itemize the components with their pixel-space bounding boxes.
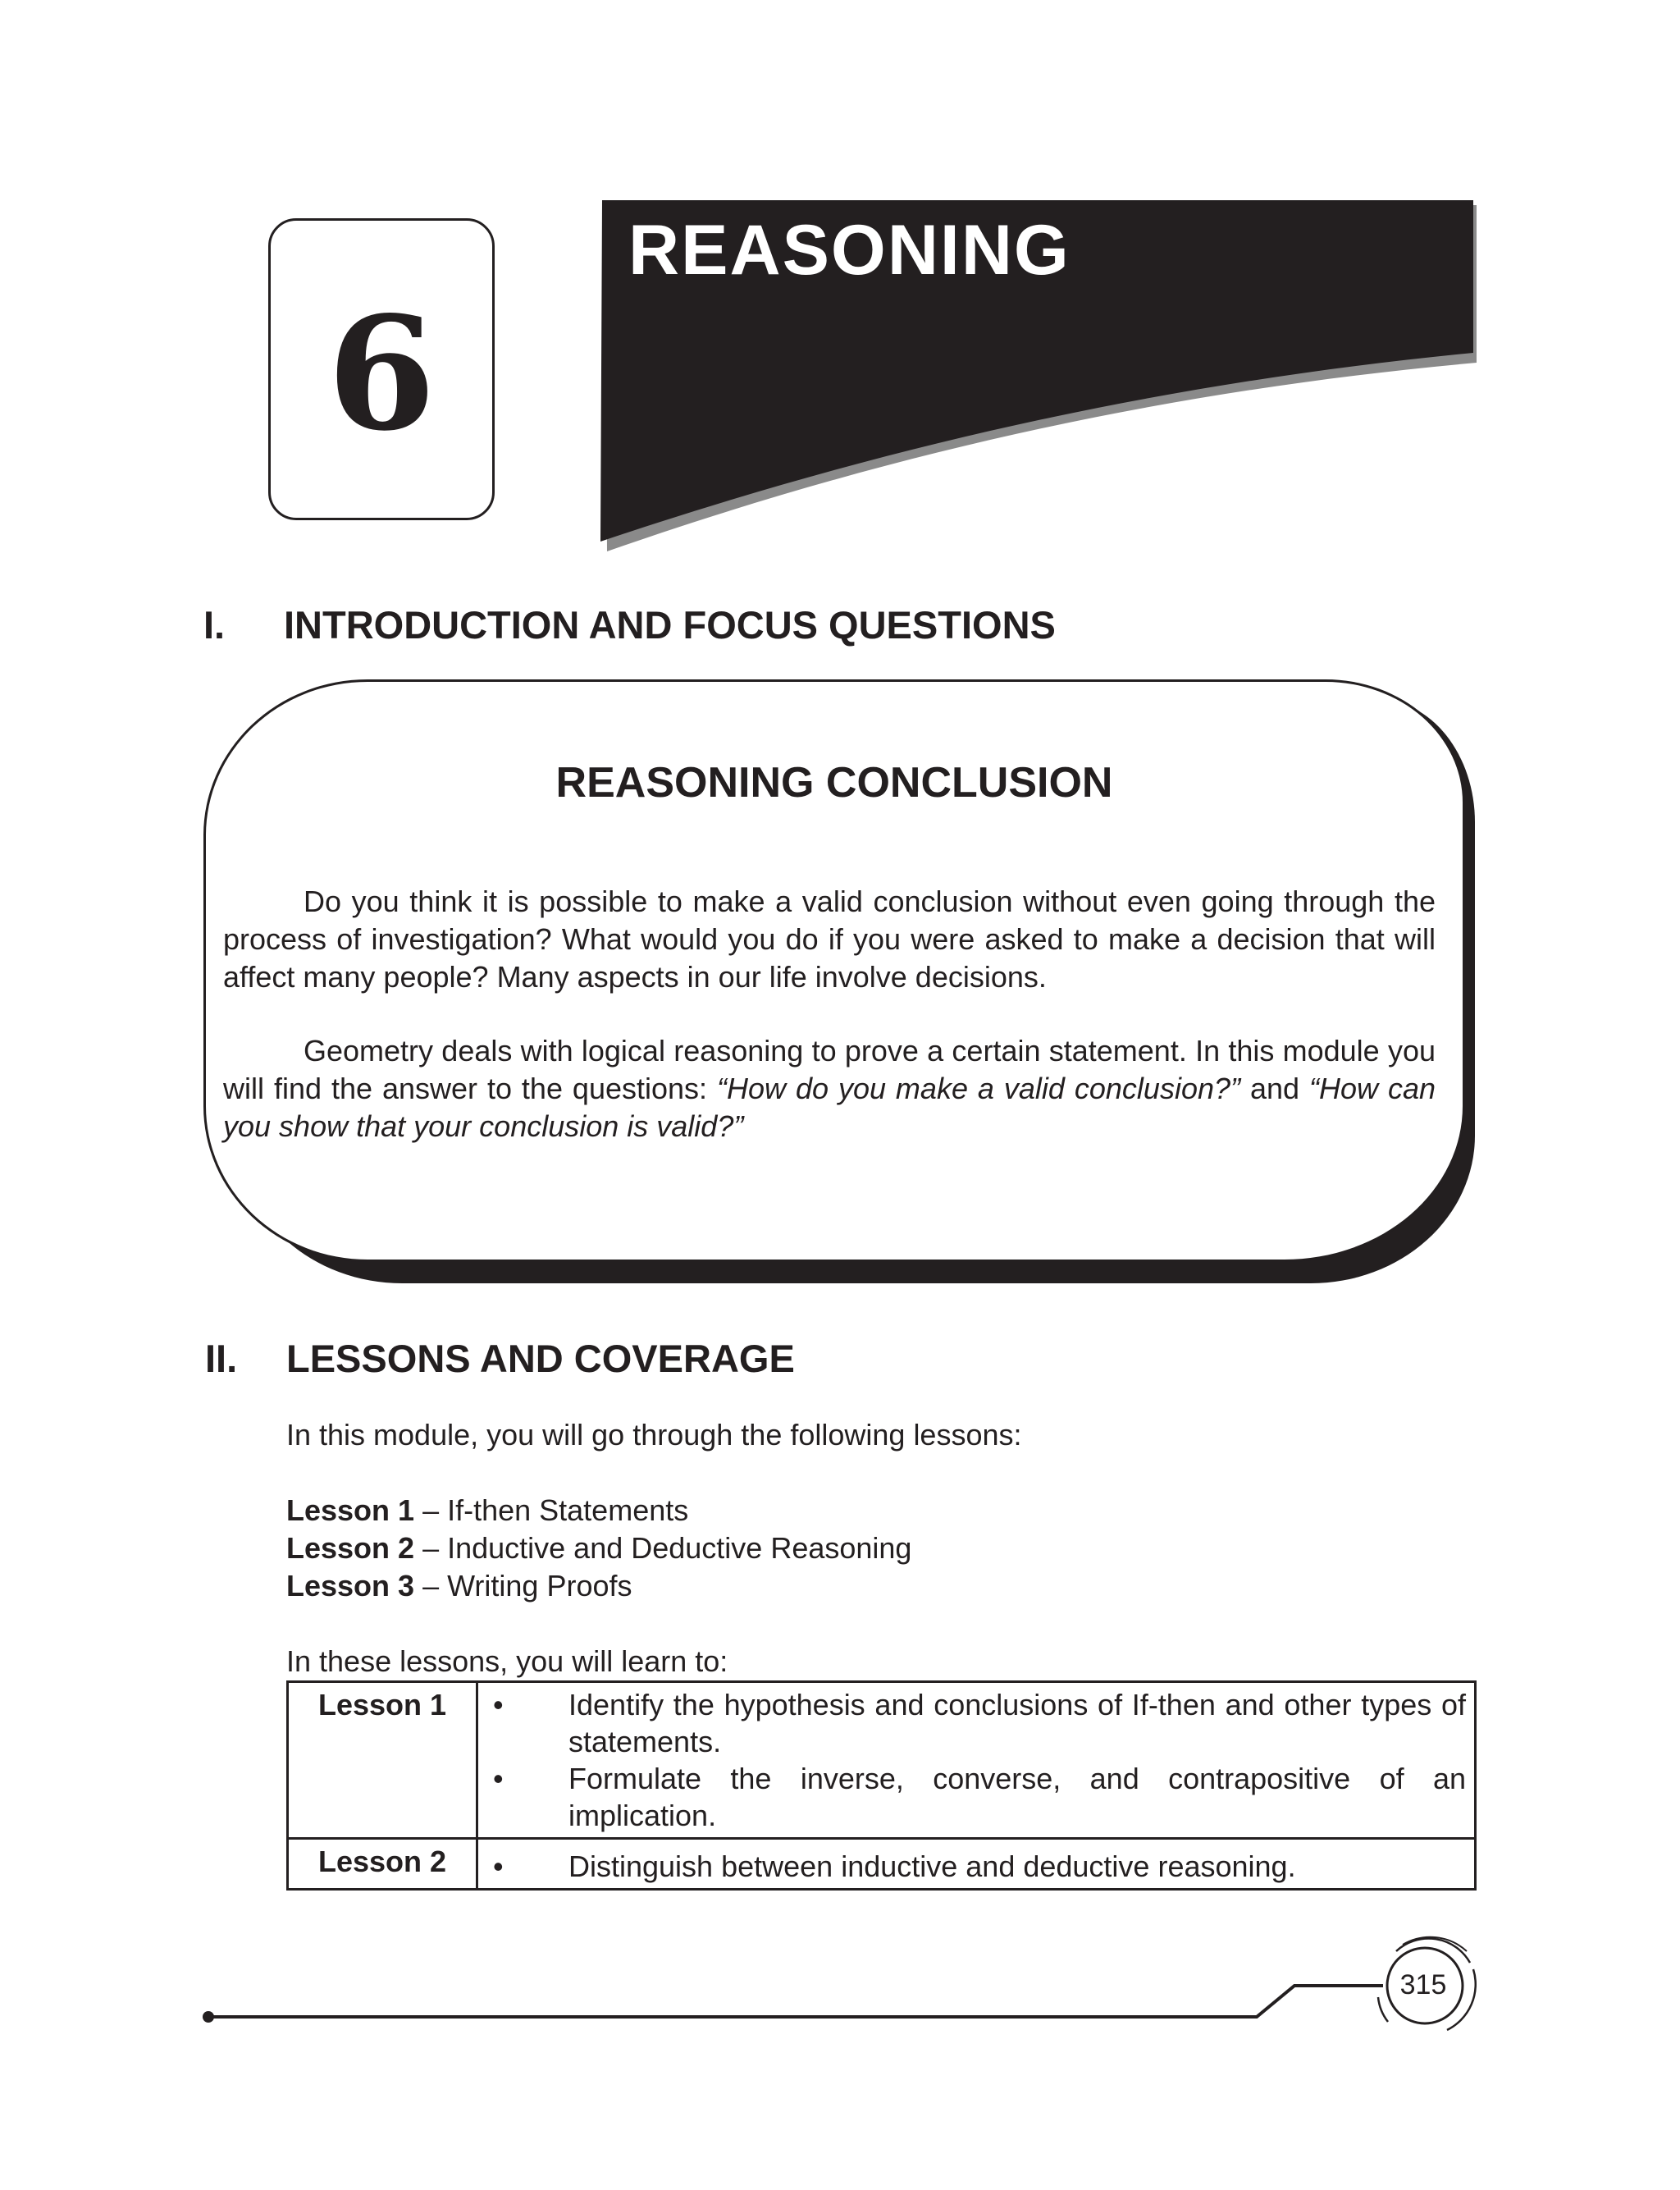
list-item (478, 1760, 1466, 1834)
section-title: LESSONS AND COVERAGE (286, 1337, 795, 1380)
focus-question-1: “How do you make a valid conclusion?” (716, 1072, 1240, 1105)
chapter-number-box (268, 218, 495, 520)
table-row (288, 1839, 1476, 1890)
intro-paragraph-2 (223, 1032, 1436, 1145)
section-title: INTRODUCTION AND FOCUS QUESTIONS (284, 603, 1056, 647)
objectives-table (286, 1680, 1477, 1891)
intro-paragraph-1-text: Do you think it is possible to make a valid conclusion without even going through the process of investigation? What would you do if you were asked to make a decision that will affect many people? Many aspects in our life involve decisions. (223, 885, 1436, 994)
objective-text: Identify the hypothesis and conclusions of If-then and other types of statements. (568, 1688, 1466, 1758)
intro-heading: REASONING CONCLUSION (555, 759, 1113, 807)
lesson-label: Lesson 1 (286, 1493, 415, 1527)
intro-paragraph-1 (223, 883, 1436, 996)
list-item (478, 1686, 1466, 1760)
lesson-title: – Inductive and Deductive Reasoning (414, 1531, 912, 1565)
chapter-number: 6 (326, 282, 436, 465)
objectives-cell (477, 1839, 1476, 1890)
objective-text: Distinguish between inductive and deductive reasoning. (568, 1849, 1296, 1883)
lesson-cell: Lesson 2 (288, 1839, 477, 1890)
bullet: • (493, 1688, 504, 1721)
lesson-title: – If-then Statements (414, 1493, 689, 1527)
bullet: • (493, 1849, 504, 1883)
lessons-intro-text: In this module, you will go through the following lessons: (286, 1418, 1022, 1452)
list-item (478, 1843, 1466, 1885)
lesson-cell: Lesson 1 (288, 1682, 477, 1839)
table-row (288, 1682, 1476, 1839)
section-number: II. (205, 1337, 238, 1380)
section-number: I. (203, 603, 226, 647)
learn-intro-text: In these lessons, you will learn to: (286, 1644, 728, 1678)
chapter-title: REASONING (628, 211, 1071, 290)
intro-paragraph-2-text: Geometry deals with logical reasoning to prove a certain statement. In this module you will find the answer to the questions: (223, 1034, 1436, 1105)
lesson-title: – Writing Proofs (414, 1569, 632, 1602)
lesson-item-2 (286, 1529, 911, 1567)
focus-question-2: “How can you show that your conclusion is valid?” (223, 1072, 1436, 1143)
intro-connector: and (1240, 1072, 1309, 1105)
footer-line (197, 1927, 1493, 2033)
lesson-item-1 (286, 1492, 688, 1529)
lesson-label: Lesson 3 (286, 1569, 415, 1602)
objectives-cell (477, 1682, 1476, 1839)
objective-text: Formulate the inverse, converse, and contrapositive of an implication. (568, 1762, 1466, 1832)
lesson-item-3 (286, 1567, 632, 1605)
page-number: 315 (1399, 1969, 1447, 2000)
lesson-label: Lesson 2 (286, 1531, 415, 1565)
bullet: • (493, 1762, 504, 1795)
